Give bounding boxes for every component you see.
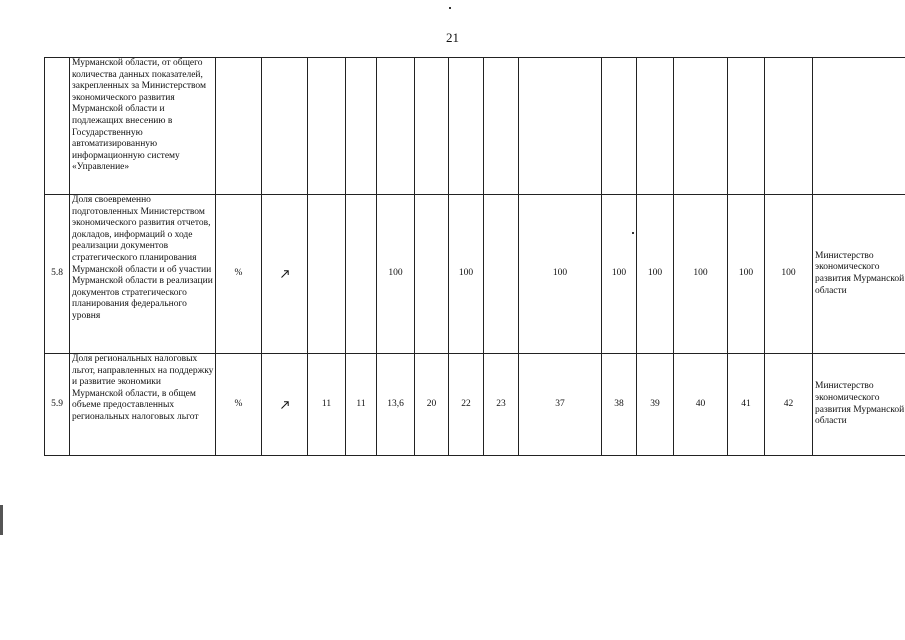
value-cell	[415, 195, 449, 354]
value-cell: 11	[308, 354, 346, 456]
value-cell: 100	[449, 195, 484, 354]
unit-cell: %	[216, 195, 262, 354]
value-cell	[728, 58, 765, 195]
value-cell	[415, 58, 449, 195]
value-cell	[765, 58, 813, 195]
scan-speck	[449, 7, 451, 9]
value-cell: 100	[519, 195, 602, 354]
value-cell	[449, 58, 484, 195]
value-cell: 100	[637, 195, 674, 354]
value-cell: 22	[449, 354, 484, 456]
direction-cell	[262, 354, 308, 456]
row-number	[45, 58, 70, 195]
responsible-executor	[813, 58, 905, 195]
arrow-up-right-icon	[263, 400, 306, 410]
unit-cell	[216, 58, 262, 195]
value-cell	[308, 195, 346, 354]
value-cell: 100	[674, 195, 728, 354]
value-cell	[602, 58, 637, 195]
row-number: 5.9	[45, 354, 70, 456]
value-cell: 39	[637, 354, 674, 456]
unit-cell: %	[216, 354, 262, 456]
direction-cell	[262, 58, 308, 195]
value-cell: 100	[602, 195, 637, 354]
scan-margin-mark	[0, 505, 3, 535]
indicators-table	[44, 57, 905, 456]
value-cell: 11	[346, 354, 377, 456]
value-cell: 100	[765, 195, 813, 354]
value-cell	[484, 195, 519, 354]
indicator-description: Доля своевременно подготовленных Министерством экономического развития отчетов, докладов, информаций о ходе реализации документов стратегического планирования Мурманской области и об участии Мурманской области в реализации документов стратегического планирования федерального уровня	[70, 195, 216, 354]
value-cell	[308, 58, 346, 195]
table-row	[45, 354, 905, 456]
value-cell: 37	[519, 354, 602, 456]
value-cell	[484, 58, 519, 195]
responsible-executor: Министерство экономического развития Мурманской области	[813, 195, 905, 354]
value-cell: 40	[674, 354, 728, 456]
value-cell: 100	[728, 195, 765, 354]
value-cell: 42	[765, 354, 813, 456]
value-cell: 41	[728, 354, 765, 456]
arrow-up-right-icon	[263, 269, 306, 279]
value-cell: 13,6	[377, 354, 415, 456]
table-row	[45, 58, 905, 195]
value-cell	[674, 58, 728, 195]
value-cell	[346, 195, 377, 354]
page-number: 21	[446, 30, 459, 45]
indicator-description: Мурманской области, от общего количества данных показателей, закрепленных за Министерством экономического развития Мурманской области и подлежащих внесению в Государственную автоматизированную информационную систему «Управление»	[70, 58, 216, 195]
value-cell	[519, 58, 602, 195]
table-row	[45, 195, 905, 354]
responsible-executor: Министерство экономического развития Мурманской области	[813, 354, 905, 456]
value-cell	[377, 58, 415, 195]
value-cell	[346, 58, 377, 195]
row-number: 5.8	[45, 195, 70, 354]
value-cell: 23	[484, 354, 519, 456]
value-cell: 20	[415, 354, 449, 456]
value-cell: 100	[377, 195, 415, 354]
value-cell: 38	[602, 354, 637, 456]
indicator-description: Доля региональных налоговых льгот, направленных на поддержку и развитие экономики Мурманской области, в общем объеме предоставленных региональных налоговых льгот	[70, 354, 216, 456]
value-cell	[637, 58, 674, 195]
direction-cell	[262, 195, 308, 354]
